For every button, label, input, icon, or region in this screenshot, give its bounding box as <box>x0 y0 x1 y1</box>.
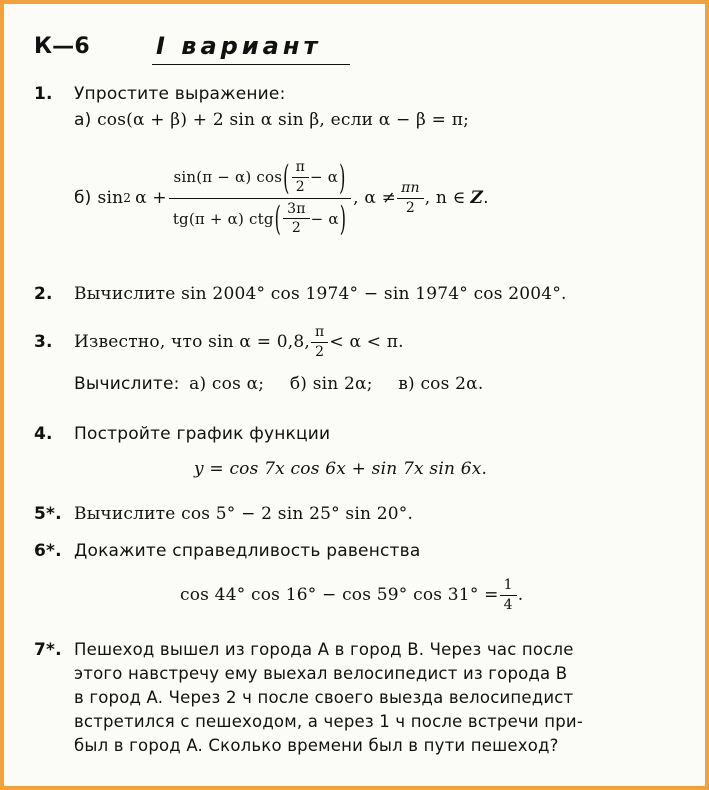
task-1b <box>74 144 489 252</box>
task-5-text: Вычислите cos 5° − 2 sin 25° sin 20°. <box>74 504 414 524</box>
close-paren: ) <box>339 198 347 239</box>
task-1a <box>74 110 469 130</box>
task-7-line-5: был в город A. Сколько времени был в пути пешеход? <box>74 736 559 755</box>
task-1b-num-left: sin(π − α) cos <box>173 168 283 187</box>
task-1b-denominator <box>169 198 351 239</box>
open-paren: ( <box>283 157 290 198</box>
task-1b-cond-frac <box>399 181 422 215</box>
task-1b-numerator <box>169 157 350 198</box>
task-7-number: 7*. <box>34 640 62 660</box>
frac-bottom: 4 <box>503 596 513 613</box>
frac-top: πn <box>401 179 420 196</box>
frac-top: π <box>315 323 325 340</box>
task-1b-cond-left: , α ≠ <box>353 188 397 208</box>
task-4-number: 4. <box>34 424 53 444</box>
task-1b-main-fraction <box>169 157 351 239</box>
task-3-option-c: в) cos 2α. <box>398 374 484 394</box>
integer-set-symbol: Z <box>470 188 484 208</box>
task-3-line-2 <box>74 374 483 394</box>
task-6-frac <box>502 578 515 612</box>
task-1b-cond-right: , n ∈ <box>424 188 466 208</box>
task-1b-end: . <box>483 188 489 208</box>
task-1b-power: 2 <box>123 191 132 205</box>
task-4-formula: y = cos 7x cos 6x + sin 7x sin 6x. <box>194 459 488 479</box>
task-1-title: Упростите выражение: <box>74 84 286 104</box>
frac-bottom: 2 <box>405 199 415 216</box>
task-3-number: 3. <box>34 332 53 352</box>
task-1b-lead-2: α + <box>135 188 167 208</box>
task-6-formula <box>180 570 523 620</box>
frac-bottom: 2 <box>291 220 301 237</box>
task-3-range: < α < π. <box>329 332 404 352</box>
task-1b-num-right: − α <box>309 168 339 187</box>
task-6-formula-left: cos 44° cos 16° − cos 59° cos 31° = <box>180 585 499 605</box>
task-2-number: 2. <box>34 284 53 304</box>
frac-top: π <box>295 159 305 176</box>
task-1a-expression: cos(α + β) + 2 sin α sin β, если α − β = π; <box>97 110 470 130</box>
frac-bottom: 2 <box>315 343 325 360</box>
task-1a-label: а) <box>74 110 92 130</box>
task-1b-main-bar <box>169 198 351 199</box>
task-3-option-b: б) sin 2α; <box>289 374 373 394</box>
worksheet-code: К—6 <box>34 34 90 59</box>
task-1b-num-frac <box>294 160 307 194</box>
variant-title: I вариант <box>156 32 322 60</box>
frac-bottom: 2 <box>295 178 305 195</box>
task-1b-den-left: tg(π + α) ctg <box>172 209 274 228</box>
task-1b-den-frac <box>285 202 308 236</box>
open-paren: ( <box>274 198 282 239</box>
frac-top: 1 <box>503 576 513 593</box>
task-1b-lead: sin <box>97 188 124 208</box>
task-2-text: Вычислите sin 2004° cos 1974° − sin 1974° cos 2004°. <box>74 284 567 304</box>
task-1b-den-right: − α <box>310 209 339 228</box>
task-5-number: 5*. <box>34 504 62 524</box>
task-1b-label: б) <box>74 188 92 208</box>
task-3-compute-label: Вычислите: <box>74 374 180 394</box>
task-7-line-2: этого навстречу ему выехал велосипедист из города B <box>74 664 568 683</box>
task-7-line-1: Пешеход вышел из города A в город B. Через час после <box>74 640 574 659</box>
task-1-number: 1. <box>34 84 53 104</box>
close-paren: ) <box>339 157 346 198</box>
variant-underline <box>152 64 350 65</box>
task-7-line-4: встретился с пешеходом, а через 1 ч после встречи при- <box>74 712 583 731</box>
task-4-text: Постройте график функции <box>74 424 331 444</box>
task-6-number: 6*. <box>34 541 62 561</box>
frac-top: 3π <box>287 200 306 217</box>
task-7-line-3: в город A. Через 2 ч после своего выезда велосипедист <box>74 688 574 707</box>
task-3-option-a: а) cos α; <box>189 374 265 394</box>
task-3-given: Известно, что sin α = 0,8, <box>74 332 310 352</box>
task-6-text: Докажите справедливость равенства <box>74 541 421 561</box>
task-3-line-1 <box>74 320 404 364</box>
task-3-frac <box>313 325 326 359</box>
task-6-formula-end: . <box>517 585 524 605</box>
